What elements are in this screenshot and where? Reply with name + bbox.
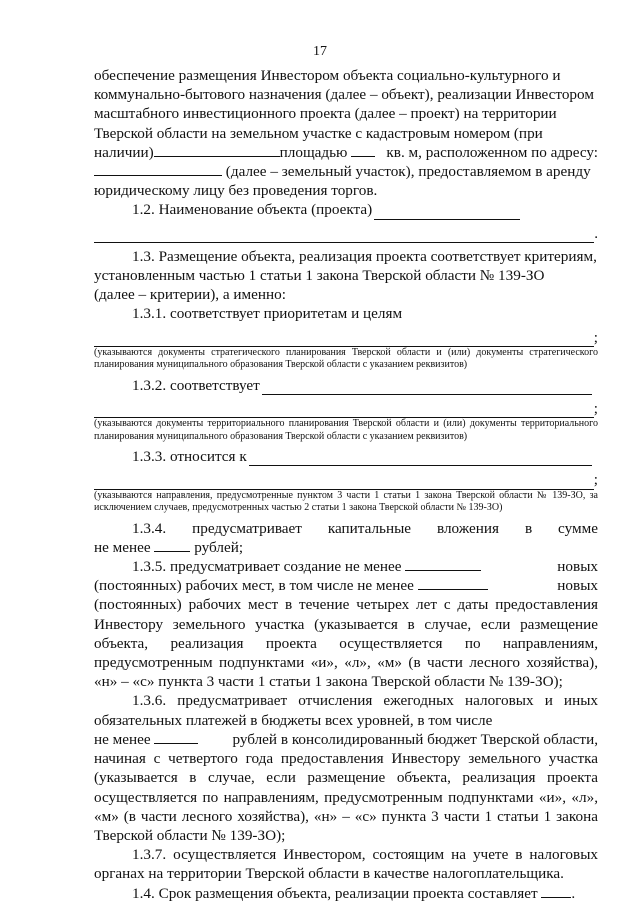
directions-blank[interactable] <box>249 451 592 466</box>
section-1-3-3: 1.3.3. относится к <box>94 447 598 466</box>
area-blank[interactable] <box>351 143 375 157</box>
section-1-3-1-blank-line: ; <box>94 328 598 347</box>
section-1-3-line-2: установленным частью 1 статьи 1 закона Тверской области № 139-ЗО <box>94 267 545 285</box>
section-1-3-line-1: 1.3. Размещение объекта, реализация проекта соответствует критериям, <box>132 247 597 265</box>
directions-blank-2[interactable] <box>94 475 594 490</box>
investment-amount-blank[interactable] <box>154 538 190 552</box>
section-1-3-5-line-1: 1.3.5. предусматривает создание не менее новых <box>132 558 598 576</box>
section-1-2-line-2: . <box>94 224 598 243</box>
project-name-blank[interactable] <box>374 205 520 220</box>
section-1-3-3-blank-line: ; <box>94 470 598 489</box>
intro-line-5: наличии) площадью кв. м, расположенном по адресу: <box>94 143 598 161</box>
section-1-3-4-line-2: не менее рублей; <box>94 538 244 556</box>
section-1-3-2-blank-line: ; <box>94 399 598 418</box>
document-body <box>94 66 598 903</box>
intro-line-3: масштабного инвестиционного проекта (далее – проект) на территории <box>94 105 557 123</box>
strategic-docs-blank[interactable] <box>94 332 594 347</box>
new-jobs-blank[interactable] <box>405 557 481 571</box>
territorial-docs-blank[interactable] <box>262 380 592 395</box>
section-1-2-text: 1.2. Наименование объекта (проекта) <box>132 201 373 219</box>
section-1-2 <box>94 200 598 219</box>
note-strategic-docs: (указываются документы стратегического планирования Тверской области и (или) документы стратегического планирования муниципального образования Тверской области с указанием реквизитов) <box>94 346 598 371</box>
note-territorial-docs: (указываются документы территориального планирования Тверской области и (или) документы территориального планирования муниципального образования Тверской области с указанием реквизитов) <box>94 418 598 442</box>
section-1-3-6-line-2: не менее рублей в консолидированный бюджет Тверской области, <box>94 730 598 748</box>
note-directions: (указываются направления, предусмотренные пунктом 3 части 1 статьи 1 закона Тверской области № 139-ЗО, за исключением случаев, предусмотренных частью 2 статьи 1 закона Тверской области № 139-ЗО) <box>94 489 598 514</box>
tax-amount-blank[interactable] <box>154 730 198 744</box>
section-1-3-5-line-2: (постоянных) рабочих мест, в том числе не менее новых <box>94 577 598 595</box>
section-1-3-7: 1.3.7. осуществляется Инвестором, состоящим на учете в налоговых органах на территории Тверской области в качестве налогоплательщика. <box>94 846 598 883</box>
cadastral-number-blank[interactable] <box>154 143 280 157</box>
address-blank[interactable] <box>94 162 222 176</box>
term-blank[interactable] <box>541 884 571 898</box>
new-jobs-within-blank[interactable] <box>418 576 488 590</box>
section-1-3-6-line-1: 1.3.6. предусматривает отчисления ежегодных налоговых и иных обязательных платежей в бюджеты всех уровней, в том числе <box>94 692 598 729</box>
section-1-3-2: 1.3.2. соответствует <box>94 376 598 395</box>
page-number: 17 <box>313 44 327 59</box>
section-1-3-4-line-1: 1.3.4. предусматривает капитальные вложения в сумме <box>132 519 598 537</box>
intro-line-7: юридическому лицу без проведения торгов. <box>94 182 378 200</box>
section-1-3-6-rest: начиная с четвертого года предоставления Инвестору земельного участка (указывается в случае, если размещение объекта, реализация проекта осуществляется по направлениям, предусмотренным подпунктами «и», «л», «м» (в части лесного хозяйства), «н» – «с» пункта 3 части 1 статьи 1 закона Тверской области № 139-ЗО); <box>94 750 598 844</box>
project-name-blank-2[interactable] <box>94 228 594 243</box>
section-1-3-5-rest: (постоянных) рабочих мест в течение четырех лет с даты предоставления Инвестору земельного участка (указывается в случае, если размещение объекта, реализация проекта осуществляется по направлениям, предусмотренным подпунктами «и», «л», «м» (в части лесного хозяйства), «н» – «с» пункта 3 части 1 статьи 1 закона Тверской области № 139-ЗО); <box>94 596 598 691</box>
intro-line-1: обеспечение размещения Инвестором объекта социально-культурного и <box>94 67 561 84</box>
section-1-3-line-3: (далее – критерии), а именно: <box>94 286 286 304</box>
section-1-3-1: 1.3.1. соответствует приоритетам и целям <box>132 305 403 323</box>
section-1-4: 1.4. Срок размещения объекта, реализации проекта составляет . <box>132 884 576 902</box>
intro-line-2: коммунально-бытового назначения (далее – объект), реализации Инвестором <box>94 86 594 104</box>
intro-line-4: Тверской области на земельном участке с кадастровым номером (при <box>94 124 543 142</box>
intro-paragraph <box>94 66 598 200</box>
intro-line-6: (далее – земельный участок), предоставляемом в аренду <box>94 162 598 181</box>
territorial-docs-blank-2[interactable] <box>94 403 594 418</box>
